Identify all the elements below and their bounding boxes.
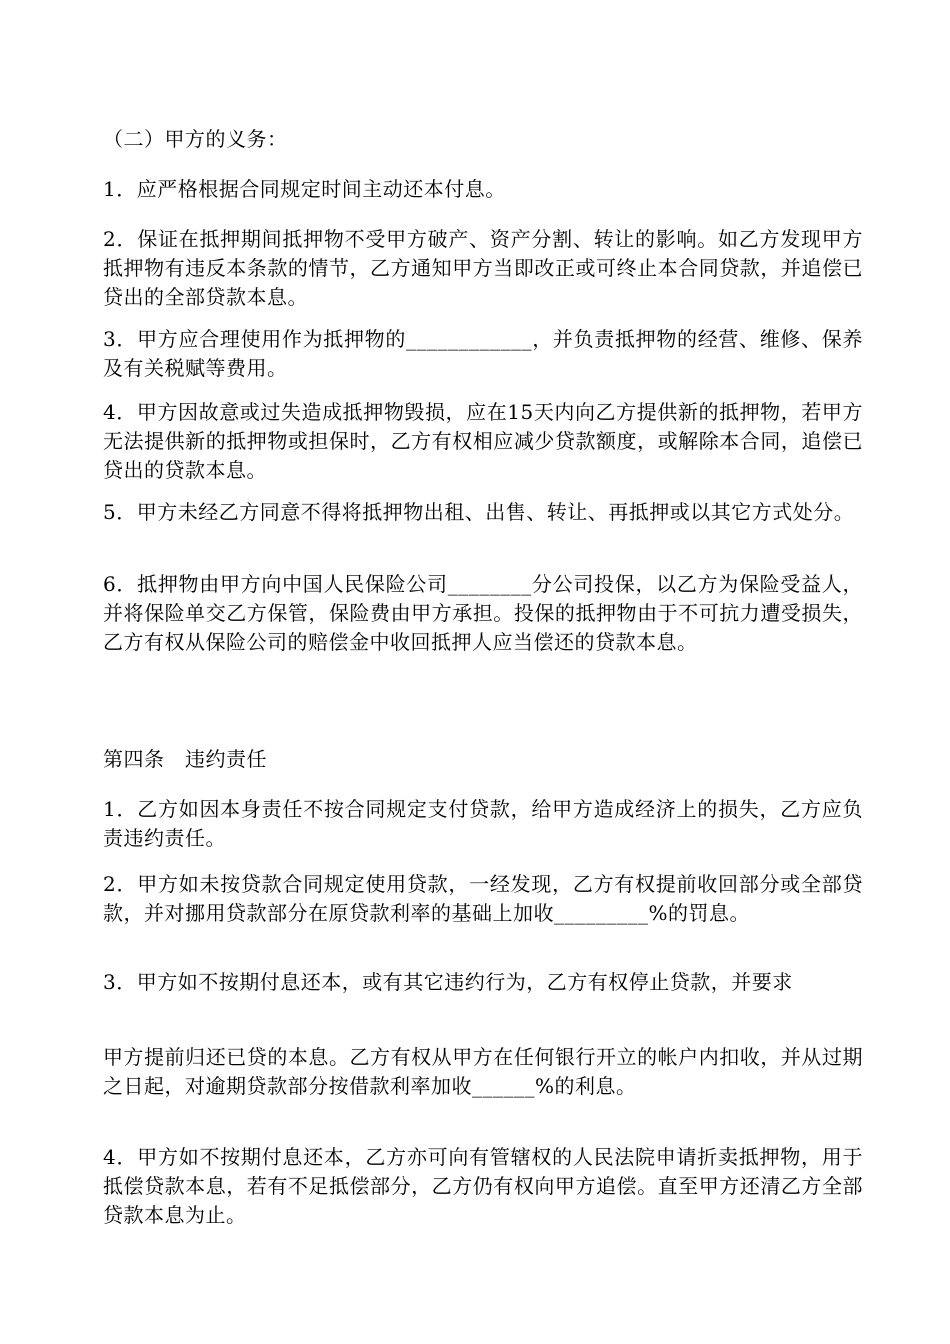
obligation-clause-5: 5．甲方未经乙方同意不得将抵押物出租、出售、转让、再抵押或以其它方式处分。: [103, 500, 855, 524]
section-heading-party-a-obligations: （二）甲方的义务：: [103, 127, 288, 151]
breach-clause-4: 4．甲方如不按期付息还本，乙方亦可向有管辖权的人民法院申请折卖抵押物，用于抵偿贷款本息，若有不足抵偿部分，乙方仍有权向甲方追偿。直至甲方还清乙方全部贷款本息为止。: [103, 1145, 863, 1227]
obligation-clause-2: 2．保证在抵押期间抵押物不受甲方破产、资产分割、转让的影响。如乙方发现甲方抵押物有违反本条款的情节，乙方通知甲方当即改正或可终止本合同贷款，并追偿已贷出的全部贷款本息。: [103, 227, 863, 309]
obligation-clause-3: 3．甲方应合理使用作为抵押物的____________，并负责抵押物的经营、维修、保养及有关税赋等费用。: [103, 327, 863, 380]
breach-clause-2: 2．甲方如未按贷款合同规定使用贷款，一经发现，乙方有权提前收回部分或全部贷款，并对挪用贷款部分在原贷款利率的基础上加收_________%的罚息。: [103, 872, 863, 925]
breach-clause-3-continued: 甲方提前归还已贷的本息。乙方有权从甲方在任何银行开立的帐户内扣收，并从过期之日起，对逾期贷款部分按借款利率加收______%的利息。: [103, 1045, 863, 1098]
obligation-clause-4: 4．甲方因故意或过失造成抵押物毁损，应在15天内向乙方提供新的抵押物，若甲方无法提供新的抵押物或担保时，乙方有权相应减少贷款额度，或解除本合同，追偿已贷出的贷款本息。: [103, 400, 863, 482]
breach-clause-3: 3．甲方如不按期付息还本，或有其它违约行为，乙方有权停止贷款，并要求: [103, 970, 793, 994]
obligation-clause-6: 6．抵押物由甲方向中国人民保险公司________分公司投保，以乙方为保险受益人，并将保险单交乙方保管，保险费由甲方承担。投保的抵押物由于不可抗力遭受损失，乙方有权从保险公司的赔偿金中收回抵押人应当偿还的贷款本息。: [103, 572, 863, 654]
breach-clause-1: 1．乙方如因本身责任不按合同规定支付贷款，给甲方造成经济上的损失，乙方应负责违约责任。: [103, 797, 863, 850]
article-heading-breach-liability: 第四条 违约责任: [103, 747, 267, 771]
obligation-clause-1: 1．应严格根据合同规定时间主动还本付息。: [103, 177, 506, 201]
